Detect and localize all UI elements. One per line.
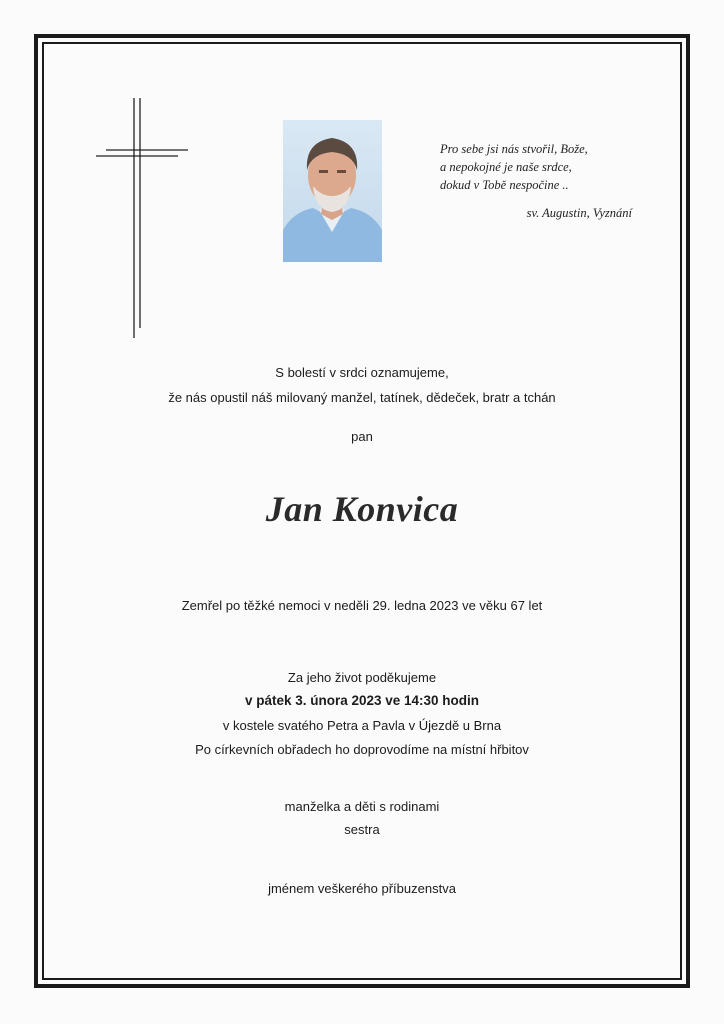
honorific: pan	[351, 429, 373, 444]
service-location: v kostele svatého Petra a Pavla v Újezdě u Brna	[222, 718, 502, 733]
quote-line: dokud v Tobě nespočine ..	[440, 178, 569, 192]
quote-attribution: sv. Augustin, Vyznání	[526, 206, 632, 220]
mourners-line-1: manželka a děti s rodinami	[284, 799, 440, 814]
quote-line: a nepokojné je naše srdce,	[440, 160, 572, 174]
quote-line: Pro sebe jsi nás stvořil, Bože,	[440, 142, 588, 156]
death-notice: Zemřel po těžké nemoci v neděli 29. ledna 2023 ve věku 67 let	[181, 598, 543, 613]
mourners-line-2: sestra	[344, 822, 380, 837]
burial-note: Po církevních obřadech ho doprovodíme na místní hřbitov	[195, 742, 529, 757]
cross-icon	[94, 96, 194, 340]
portrait-photo	[283, 120, 382, 262]
service-datetime: v pátek 3. února 2023 ve 14:30 hodin	[244, 693, 480, 708]
announcement-line-2: že nás opustil náš milovaný manžel, tatínek, dědeček, bratr a tchán	[168, 390, 556, 405]
deceased-name: Jan Konvica	[265, 489, 459, 529]
mourners-line-3: jménem veškerého příbuzenstva	[268, 881, 456, 896]
announcement-line-1: S bolestí v srdci oznamujeme,	[275, 365, 449, 380]
epitaph-quote	[440, 140, 650, 222]
service-intro: Za jeho život poděkujeme	[287, 670, 437, 685]
